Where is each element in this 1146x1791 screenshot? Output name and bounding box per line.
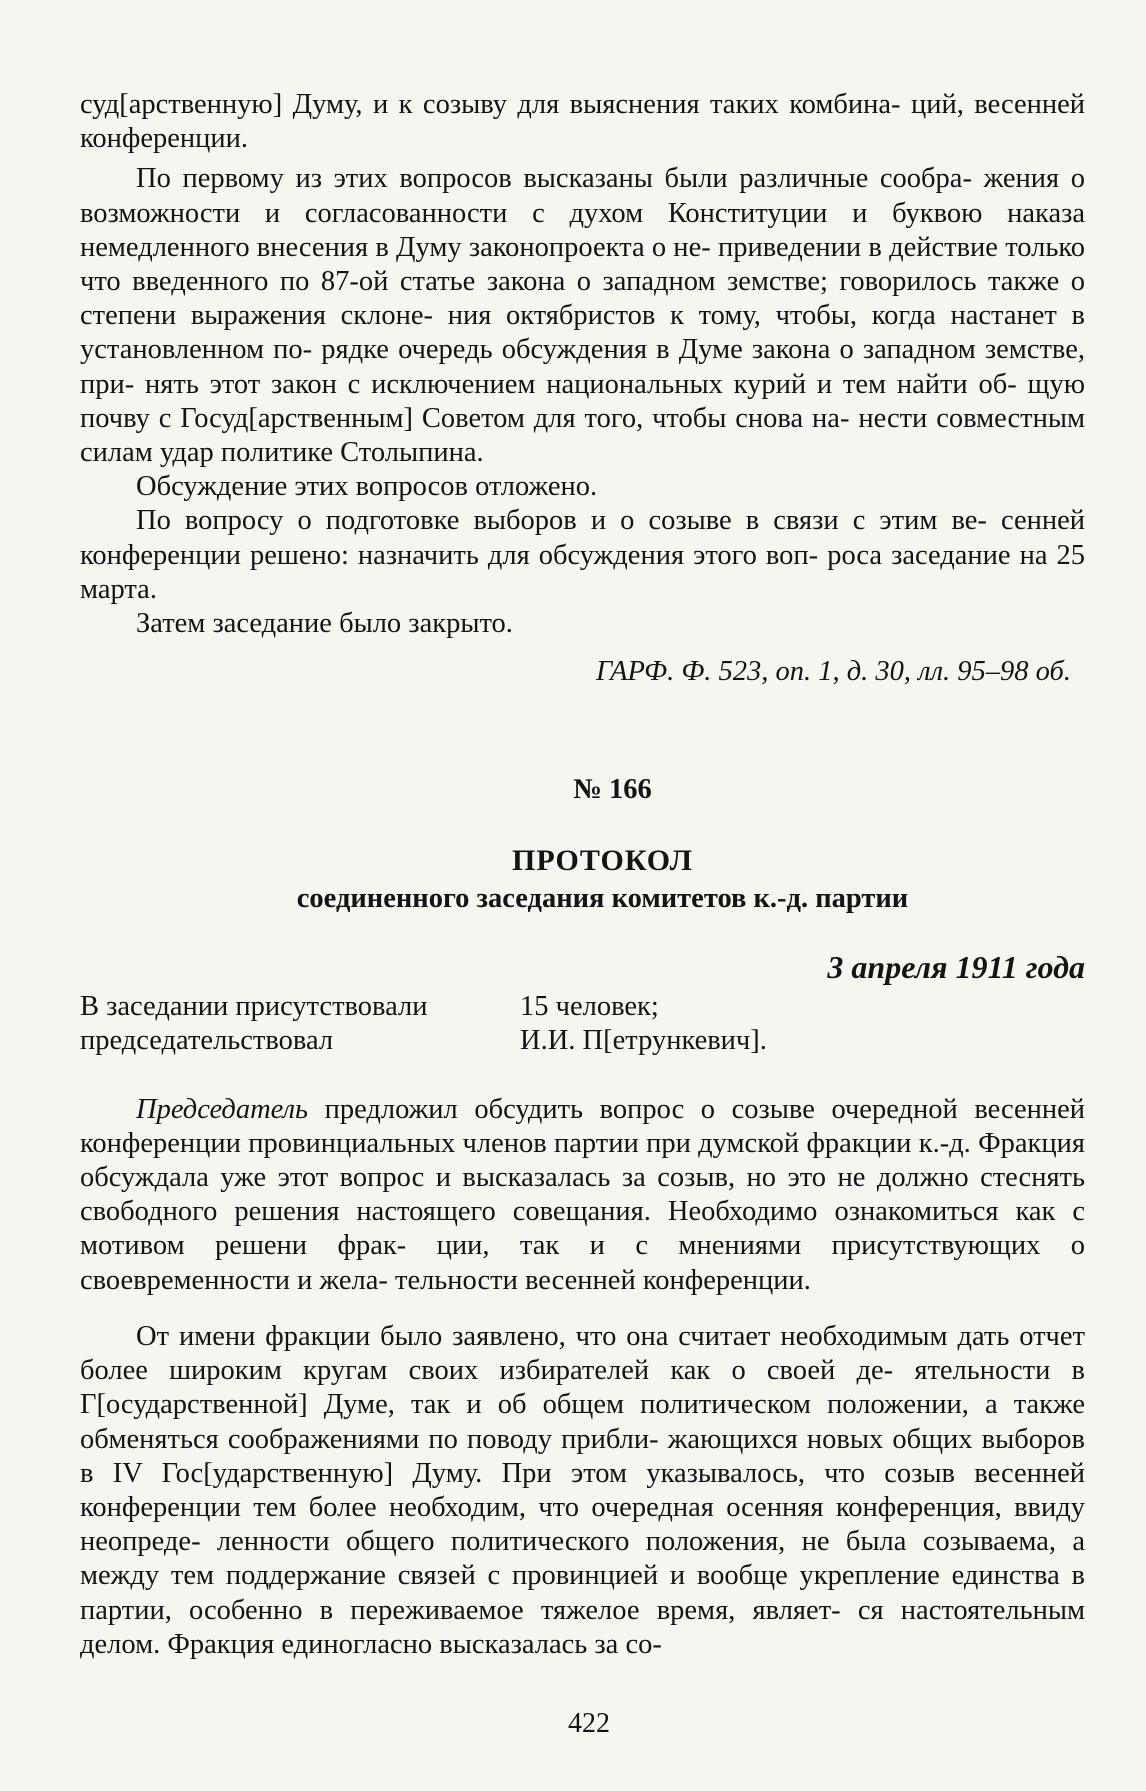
line: ятельности в Г[осударственной] Думе, так и об общем политическом <box>80 1355 1085 1421</box>
chair-label: председательствовал <box>80 1025 334 1057</box>
document-title: ПРОТОКОЛ <box>512 843 693 877</box>
document-subtitle: соединенного заседания комитетов к.-д. партии <box>296 882 909 914</box>
speaker-name: Председатель <box>136 1093 308 1125</box>
line: По первому из этих вопросов высказаны были различные сообра- <box>136 163 972 195</box>
attendance-row <box>80 990 1085 1024</box>
line: дать отчет более широким кругам своих избирателей как о своей де- <box>80 1320 1085 1387</box>
document-page <box>80 88 1085 1662</box>
archive-source: ГАРФ. Ф. 523, оп. 1, д. 30, лл. 95–98 об. <box>596 656 1071 688</box>
line: роса заседание на 25 марта. <box>80 539 1086 605</box>
line: сенней конференции решено: назначить для обсуждения этого воп- <box>80 505 1086 571</box>
paragraph-3: Обсуждение этих вопросов отложено. <box>136 471 598 503</box>
attendance-value: 15 человек; <box>520 991 659 1023</box>
line: буквою наказа немедленного внесения в Думу законопроекта о не- <box>80 197 1086 263</box>
line: ции, так и с мнениями присутствующих о своевременности и жела- <box>80 1230 1086 1296</box>
line: фракции к.-д. Фракция обсуждала уже этот вопрос и высказалась <box>80 1127 1086 1194</box>
line: жающихся новых общих выборов в IV Гос[ударственную] Думу. <box>80 1423 1085 1489</box>
line: От имени фракции было заявлено, что она считает необходимым <box>136 1320 948 1352</box>
line: жения о возможности и согласованности с духом Конституции и <box>80 163 1085 229</box>
line: рядке очередь обсуждения в Думе закона о западном земстве, при- <box>80 334 1085 400</box>
paragraph-2 <box>80 162 1085 470</box>
line: приведении в действие только что введенного по 87-ой статье закона <box>80 231 1086 298</box>
chair-value: И.И. П[етрункевич]. <box>520 1025 767 1057</box>
line: единства в партии, особенно в переживаемое тяжелое время, являет- <box>80 1560 1086 1626</box>
line: необходим, что очередная осенняя конференция, ввиду неопреде- <box>80 1491 1086 1558</box>
line: между тем поддержание связей с провинцией и вообще укрепление <box>80 1560 940 1592</box>
line: предложил обсудить вопрос о созыве очередной <box>308 1093 958 1125</box>
line: ния октябристов к тому, чтобы, когда настанет в установленном по- <box>80 300 1085 366</box>
paragraph-7 <box>80 1320 1085 1662</box>
paragraph-4 <box>80 504 1085 607</box>
page-number: 422 <box>568 1708 610 1739</box>
paragraph-6 <box>80 1093 1085 1298</box>
paragraph-1 <box>80 88 1085 156</box>
chair-row <box>80 1024 1085 1058</box>
line: При этом указывалось, что созыв весенней конференции тем более <box>80 1457 1085 1523</box>
line: положении, а также обменяться соображениями по поводу прибли- <box>80 1389 1086 1455</box>
attendance-label: В заседании присутствовали <box>80 991 428 1023</box>
line: ций, весенней конференции. <box>80 89 1086 155</box>
paragraph-5: Затем заседание было закрыто. <box>136 608 513 640</box>
document-number: № 166 <box>573 774 652 806</box>
line: нести совместным силам удар политике Столыпина. <box>80 402 1085 469</box>
line: ленности общего политического положения, не была созываема, а <box>216 1526 1086 1558</box>
line: ся настоятельным делом. Фракция единогласно высказалась за со- <box>80 1594 1086 1660</box>
line: тельности весенней конференции. <box>394 1264 811 1296</box>
document-date: 3 апреля 1911 года <box>827 949 1085 986</box>
attendance-block <box>80 990 1085 1058</box>
line: о западном земстве; говорилось также о степени выражения склоне- <box>80 266 1086 332</box>
line: суд[арственную] Думу, и к созыву для выяснения таких комбина- <box>80 89 901 120</box>
line: По вопросу о подготовке выборов и о созыве в связи с этим ве- <box>136 505 987 537</box>
line: за созыв, но это не должно стеснять свободного решения настоящего <box>80 1162 1086 1228</box>
line: щую почву с Госуд[арственным] Советом для того, чтобы снова на- <box>80 368 1085 434</box>
line: совещания. Необходимо ознакомиться как с мотивом решени фрак- <box>80 1196 1086 1262</box>
line: нять этот закон с исключением национальных курий и тем найти об- <box>145 368 1017 400</box>
line: весенней конференции провинциальных членов партии при думской <box>80 1093 1086 1159</box>
